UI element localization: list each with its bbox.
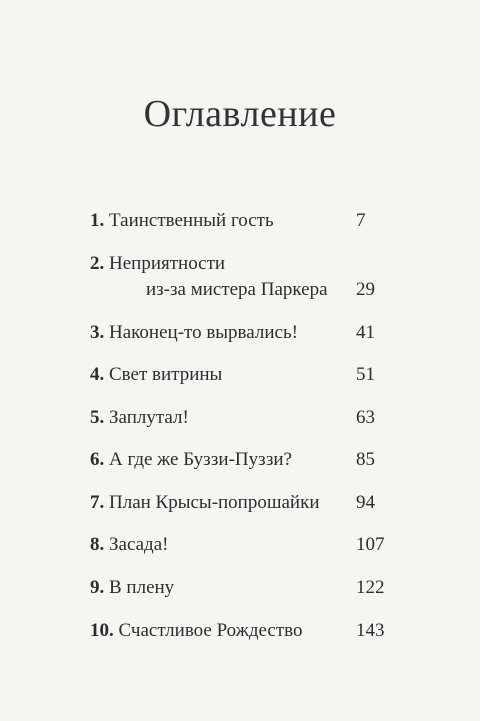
toc-entry-title: Засада! — [109, 534, 169, 555]
toc-entry-number: 6. — [90, 449, 105, 470]
toc-entry-page: 29 — [356, 279, 375, 300]
toc-entry-8 — [90, 532, 400, 558]
toc-entry-title: Заплутал! — [109, 407, 189, 428]
toc-entry-2 — [90, 251, 400, 303]
toc-entry-7 — [90, 490, 400, 516]
toc-entry-page: 41 — [356, 322, 375, 343]
toc-entry-number: 9. — [90, 577, 105, 598]
toc-entry-title: Свет витрины — [109, 364, 223, 385]
toc-entry-page: 51 — [356, 364, 375, 385]
toc-entry-page: 122 — [356, 577, 385, 598]
toc-entry-page: 94 — [356, 492, 375, 513]
toc-entry-number: 2. — [90, 253, 105, 274]
toc-entry-4 — [90, 362, 400, 388]
toc-entry-number: 5. — [90, 407, 105, 428]
table-of-contents — [90, 208, 400, 644]
toc-entry-number: 4. — [90, 364, 105, 385]
toc-entry-title: А где же Буззи-Пуззи? — [109, 449, 292, 470]
toc-entry-number: 8. — [90, 534, 105, 555]
toc-entry-title: В плену — [109, 577, 175, 598]
toc-entry-9 — [90, 575, 400, 601]
toc-entry-title: План Крысы-попрошайки — [109, 492, 320, 513]
toc-entry-5 — [90, 405, 400, 431]
toc-entry-page: 143 — [356, 620, 385, 641]
toc-entry-page: 85 — [356, 449, 375, 470]
toc-entry-number: 10. — [90, 620, 114, 641]
toc-entry-title: Неприятности — [109, 253, 226, 274]
toc-entry-10 — [90, 618, 400, 644]
toc-entry-page: 63 — [356, 407, 375, 428]
page-title: Оглавление — [143, 93, 337, 135]
toc-entry-title: Таинственный гость — [109, 210, 274, 231]
toc-entry-1 — [90, 208, 400, 234]
toc-entry-number: 3. — [90, 322, 105, 343]
toc-entry-page: 107 — [356, 534, 385, 555]
toc-entry-number: 1. — [90, 210, 105, 231]
toc-entry-title: Наконец-то вырвались! — [109, 322, 298, 343]
toc-entry-title: Счастливое Рождество — [118, 620, 303, 641]
toc-entry-3 — [90, 320, 400, 346]
toc-entry-number: 7. — [90, 492, 105, 513]
toc-entry-page: 7 — [356, 210, 366, 231]
toc-entry-title-line2: из-за мистера Паркера — [146, 279, 328, 300]
toc-entry-6 — [90, 447, 400, 473]
